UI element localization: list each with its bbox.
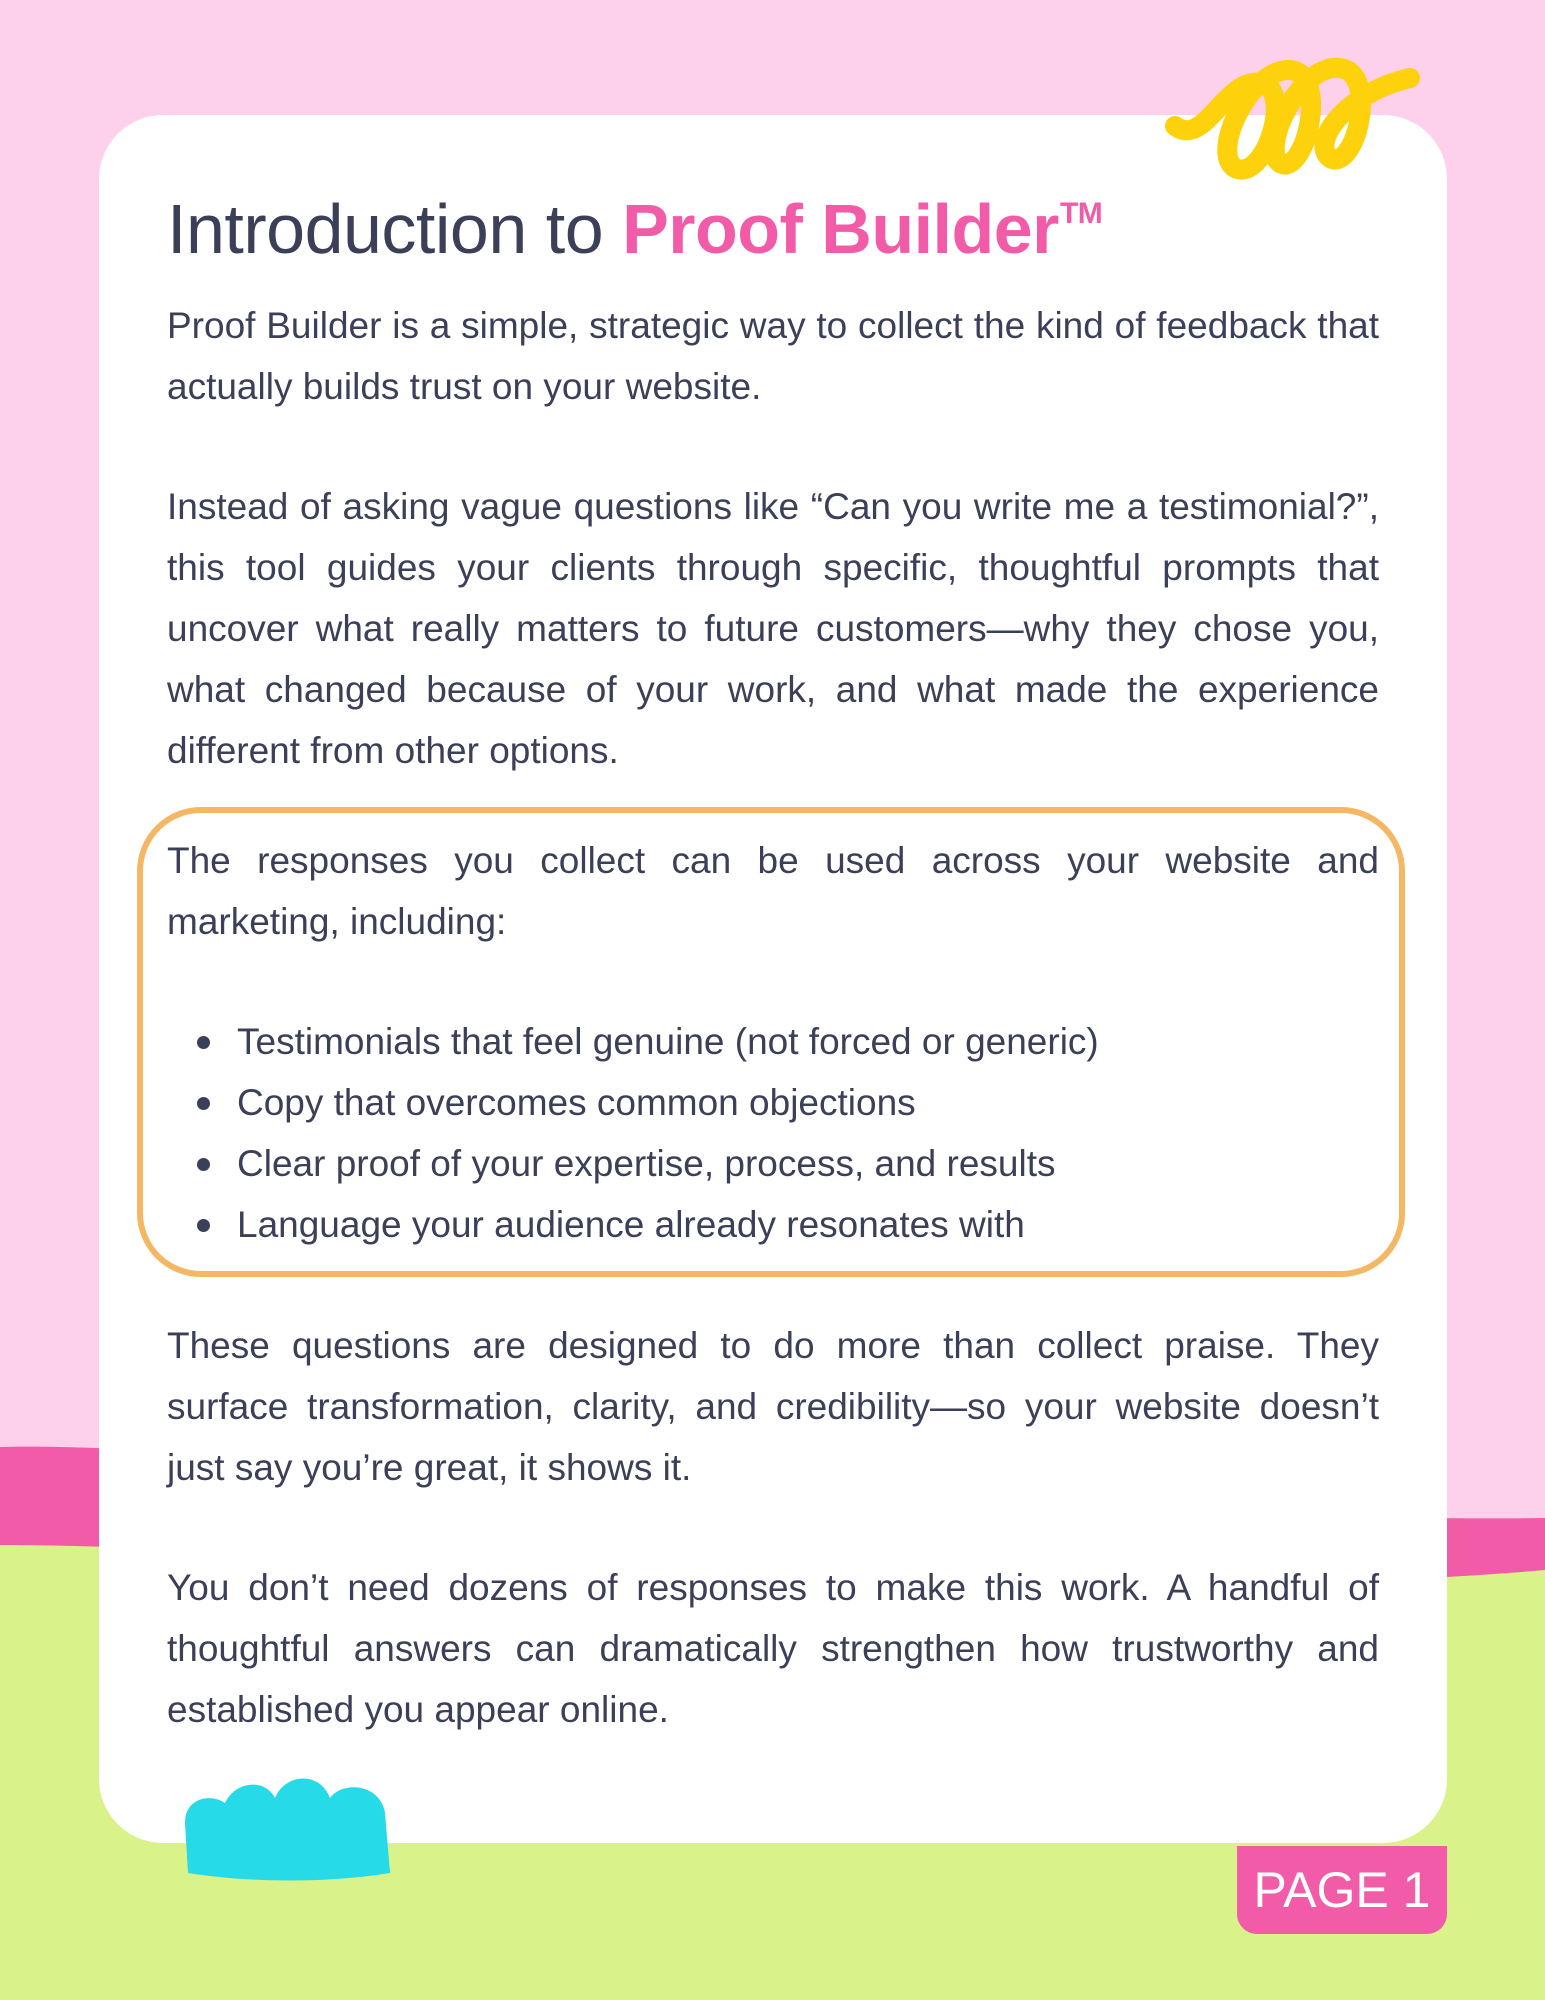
instead-paragraph: Instead of asking vague questions like “Can you write me a testimonial?”, this tool guides your clients through specific, thoughtful prompts that uncover what really matters to future customers—why they chose you, what changed because of your work, and what made the experience different from other options.: [167, 486, 1379, 771]
trademark-mark: TM: [1059, 197, 1103, 230]
closing-content: [167, 1315, 1379, 1740]
page-number-badge: PAGE 1: [1237, 1846, 1447, 1934]
closing-paragraph: You don’t need dozens of responses to make this work. A handful of thoughtful answers can dramatically strengthen how trustworthy and established you appear online.: [167, 1567, 1379, 1730]
cyan-bush-icon: [180, 1763, 402, 1881]
highlight-content: [167, 830, 1379, 1255]
list-item: Testimonials that feel genuine (not forced or generic): [237, 1011, 1379, 1072]
designed-paragraph: These questions are designed to do more than collect praise. They surface transformation, clarity, and credibility—so your website doesn’t just say you’re great, it shows it.: [167, 1325, 1379, 1488]
highlight-lead: The responses you collect can be used across your website and marketing, including:: [167, 840, 1379, 942]
intro-paragraph: Proof Builder is a simple, strategic way to collect the kind of feedback that actually builds trust on your website.: [167, 305, 1379, 407]
page-title: [167, 160, 1379, 283]
title-accent: [622, 190, 1102, 268]
main-content: [167, 160, 1379, 781]
list-item: Copy that overcomes common objections: [237, 1072, 1379, 1133]
title-brand: Proof Builder: [622, 190, 1059, 268]
list-item: Clear proof of your expertise, process, and results: [237, 1133, 1379, 1194]
list-item: Language your audience already resonates with: [237, 1194, 1379, 1255]
title-prefix: Introduction to: [167, 190, 623, 268]
benefit-list: [167, 1011, 1379, 1255]
